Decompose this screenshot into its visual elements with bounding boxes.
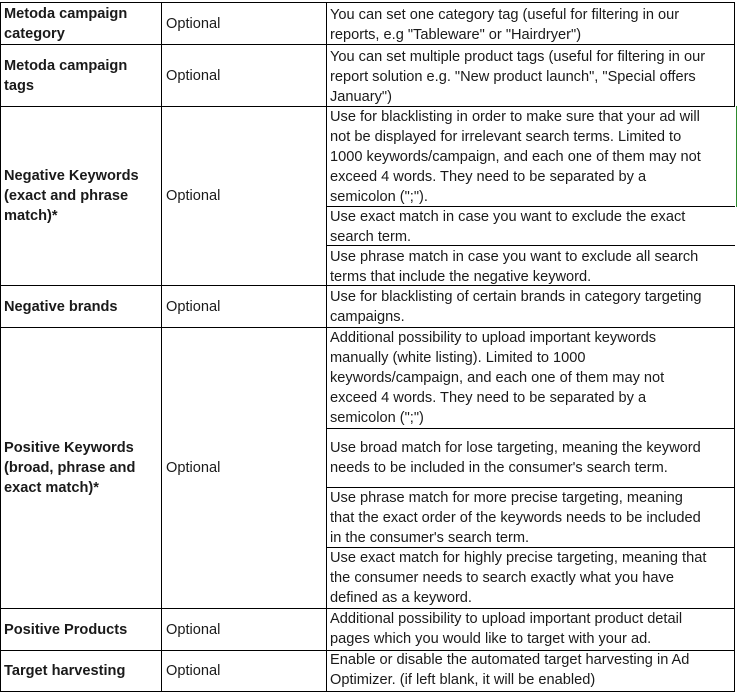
row-requirement: Optional (166, 298, 221, 315)
row-requirement: Optional (166, 15, 221, 32)
row-divider (0, 691, 735, 692)
row-requirement: Optional (166, 460, 221, 476)
row-requirement: Optional (166, 67, 221, 84)
row-description: Additional possibility to upload important keywords manually (white listing). Limited to 1000 keywords/campaign, and each one of them may not exceed 4 words. They need to be separated by a semicolon (";") (330, 330, 665, 426)
row-description: Use broad match for lose targeting, meaning the keyword needs to be included in the consumer's search term. (330, 440, 701, 476)
row-name: Metoda campaign tags (4, 57, 128, 94)
table-border-right (734, 285, 735, 692)
row-description: Enable or disable the automated target harvesting in Ad Optimizer. (if left blank, it will be enabled) (330, 652, 690, 688)
row-name: Negative Keywords (exact and phrase match)* (4, 168, 139, 224)
row-name: Target harvesting (4, 663, 126, 679)
row-description: You can set multiple product tags (useful for filtering in our report solution e.g. "New product launch", "Special offers January") (330, 49, 706, 105)
row-requirement: Optional (166, 663, 221, 679)
row-description: Use for blacklisting of certain brands in category targeting campaigns. (330, 289, 702, 325)
row-description: Use phrase match for more precise targeting, meaning that the exact order of the keywords needs to be included in the consumer's search term. (330, 490, 701, 546)
row-description: Use exact match in case you want to exclude the exact search term. (330, 209, 686, 245)
row-requirement: Optional (166, 621, 221, 638)
row-description: You can set one category tag (useful for filtering in our reports, e.g "Tableware" or "Hairdryer") (330, 7, 680, 43)
row-name: Positive Keywords (broad, phrase and exact match)* (4, 440, 136, 496)
table-border-right-accent (736, 106, 737, 207)
row-description: Additional possibility to upload important product detail pages which you would like to target with your ad. (330, 611, 683, 647)
row-description: Use exact match for highly precise targeting, meaning that the consumer needs to search exactly what you have defined as a keyword. (330, 550, 707, 606)
row-name: Positive Products (4, 621, 128, 638)
row-name: Metoda campaign category (4, 5, 128, 42)
row-description: Use phrase match in case you want to exclude all search terms that include the negative keyword. (330, 249, 699, 285)
subrow-divider (326, 428, 735, 429)
row-name: Negative brands (4, 298, 118, 315)
row-requirement: Optional (166, 188, 221, 204)
row-description: Use for blacklisting in order to make sure that your ad will not be displayed for irrelevant search terms. Limited to 1000 keywords/campaign, and each one of them may not exceed 4 words. They need to be separated by a semicolon (";"). (330, 109, 701, 205)
table-border-right (734, 2, 735, 106)
